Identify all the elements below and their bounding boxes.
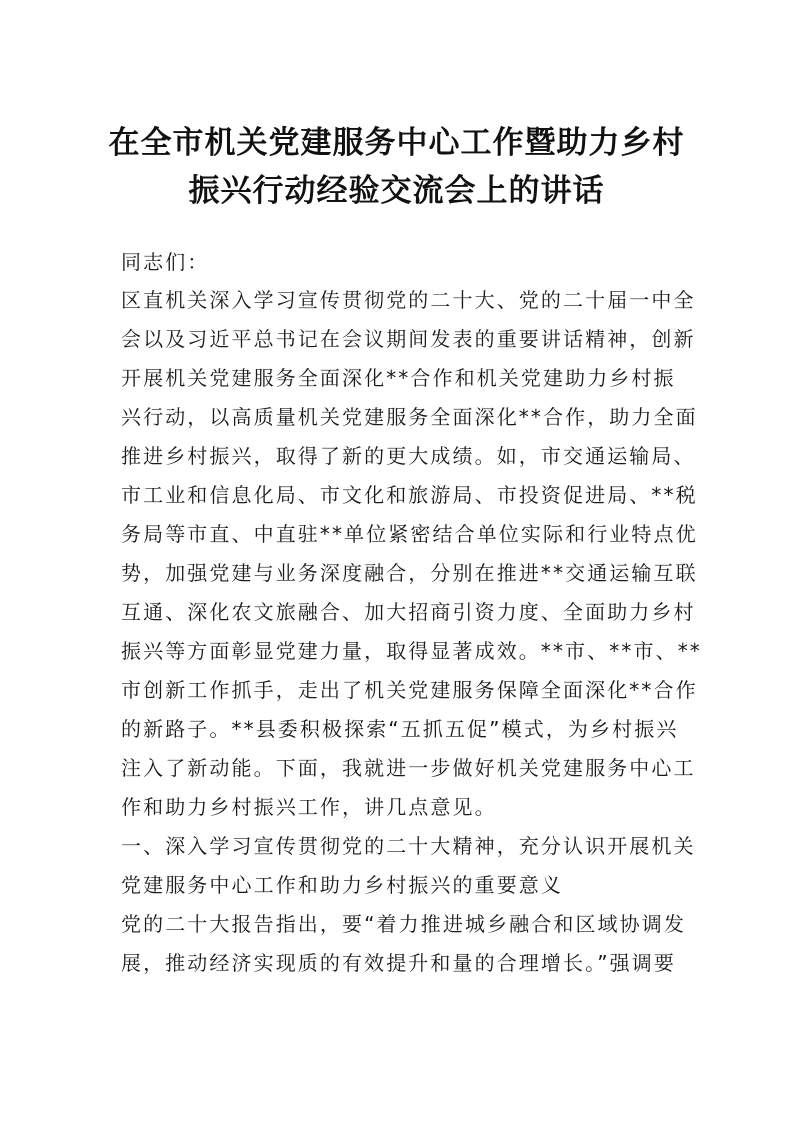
body-line: 作和助力乡村振兴工作，讲几点意见。 [121,795,497,819]
body-line: 势，加强党建与业务深度融合，分别在推进**交通运输互联 [121,561,698,585]
section-heading-line: 党建服务中心工作和助力乡村振兴的重要意义 [121,873,563,897]
body-line: 互通、深化农文旅融合、加大招商引资力度、全面助力乡村 [121,600,696,624]
salutation: 同志们： [121,250,210,274]
body-line: 兴行动，以高质量机关党建服务全面深化**合作，助力全面 [121,405,698,429]
body-line: 振兴等方面彰显党建力量，取得显著成效。**市、**市、** [121,639,702,663]
body-line: 开展机关党建服务全面深化**合作和机关党建助力乡村振 [121,366,676,390]
document-title-line-1: 在全市机关党建服务中心工作暨助力乡村 [108,125,685,161]
body-line: 推进乡村振兴，取得了新的更大成绩。如，市交通运输局、 [121,444,696,468]
body-line: 务局等市直、中直驻**单位紧密结合单位实际和行业特点优 [121,522,698,546]
body-line: 市工业和信息化局、市文化和旅游局、市投资促进局、**税 [121,483,698,507]
body-line: 区直机关深入学习宣传贯彻党的二十大、党的二十届一中全 [121,288,696,312]
body-line: 注入了新动能。下面，我就进一步做好机关党建服务中心工 [121,756,696,780]
document-title-line-2: 振兴行动经验交流会上的讲话 [188,173,605,209]
body-line: 的新路子。**县委积极探索“五抓五促”模式，为乡村振兴 [121,717,679,741]
body-line: 展，推动经济实现质的有效提升和量的合理增长。”强调要 [121,951,676,975]
section-heading-line: 一、深入学习宣传贯彻党的二十大精神，充分认识开展机关 [121,834,696,858]
body-line: 市创新工作抓手，走出了机关党建服务保障全面深化**合作 [121,678,698,702]
body-line: 会以及习近平总书记在会议期间发表的重要讲话精神，创新 [121,327,696,351]
body-line: 党的二十大报告指出，要“着力推进城乡融合和区域协调发 [121,912,686,936]
